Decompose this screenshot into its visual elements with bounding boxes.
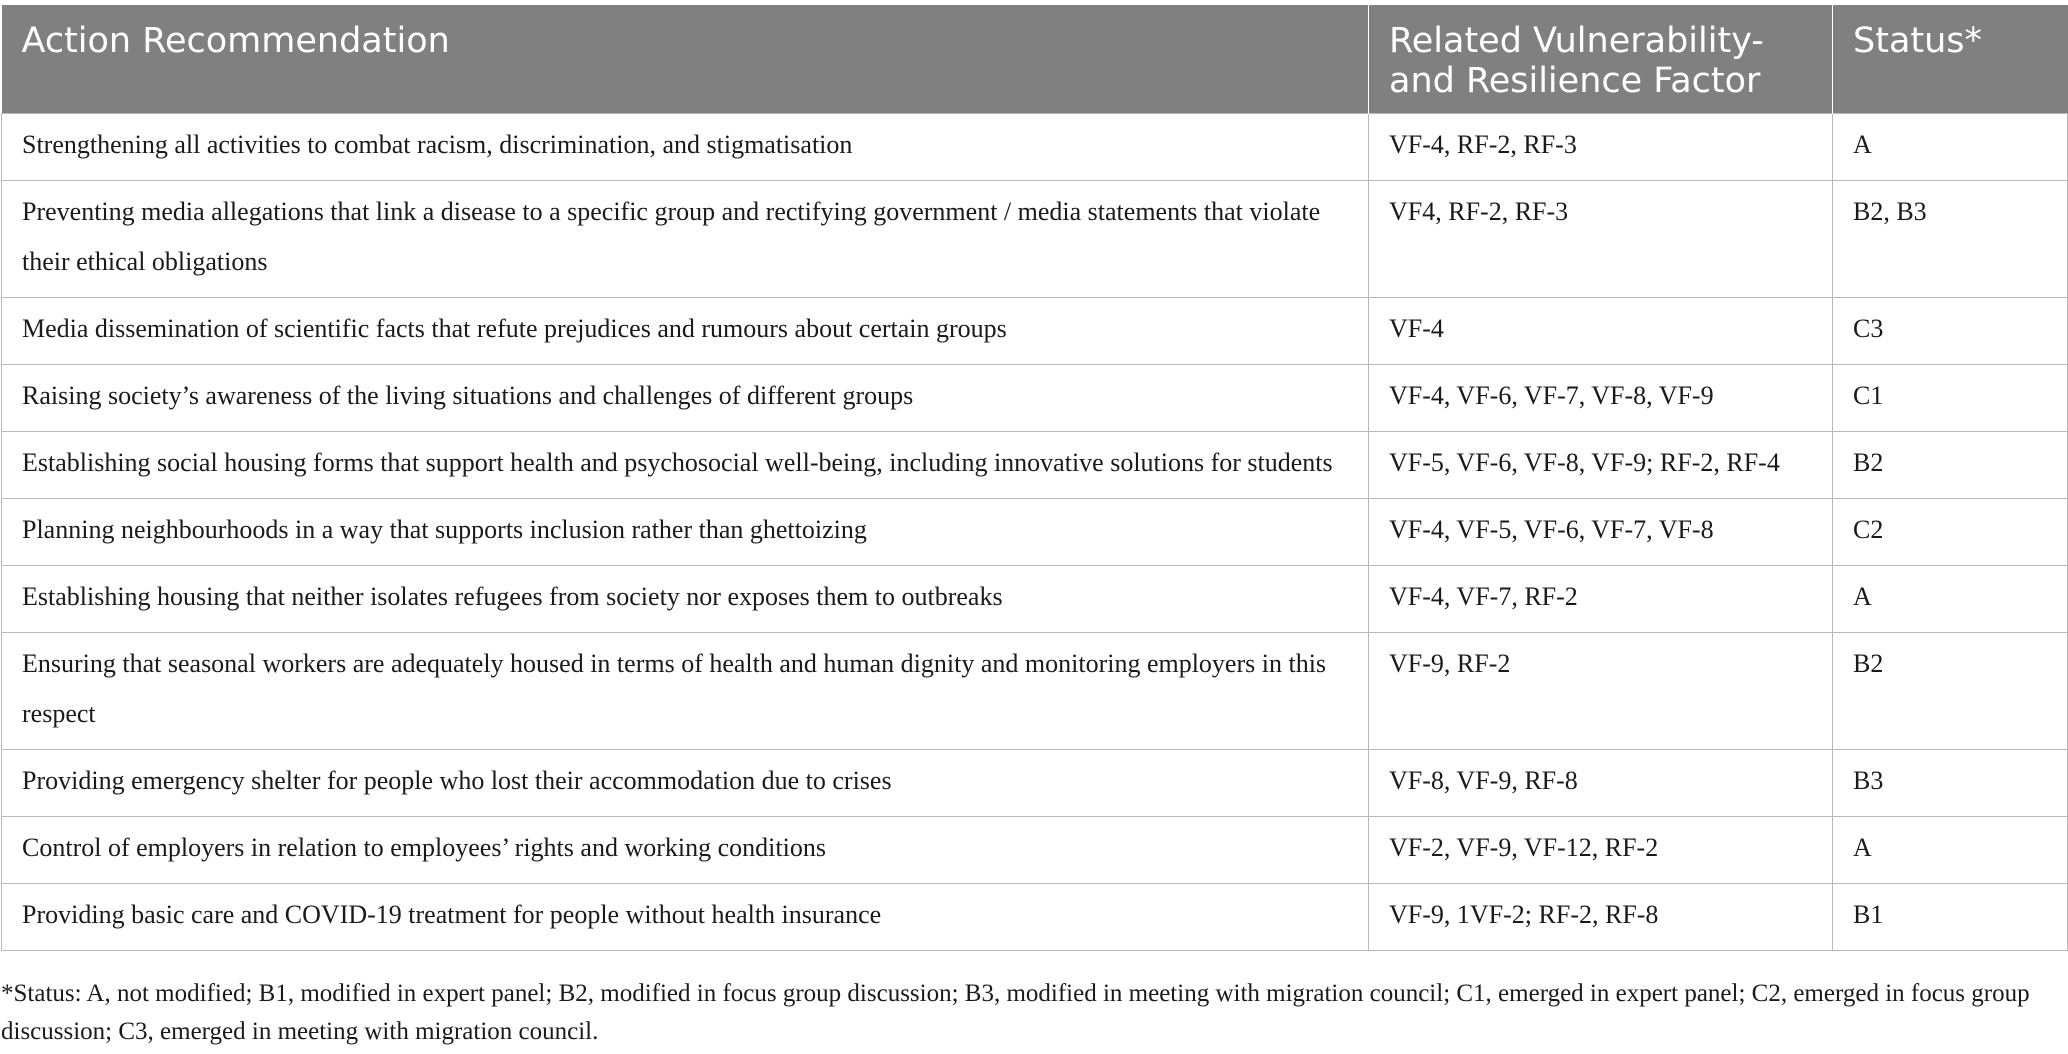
table-row xyxy=(2,432,2068,499)
cell-factor: VF-9, RF-2 xyxy=(1369,633,1833,750)
cell-action: Planning neighbourhoods in a way that supports inclusion rather than ghettoizing xyxy=(2,499,1369,566)
header-status: Status* xyxy=(1833,5,2068,114)
cell-factor: VF-4, VF-7, RF-2 xyxy=(1369,566,1833,633)
table-row xyxy=(2,365,2068,432)
table-row xyxy=(2,633,2068,750)
table-row xyxy=(2,750,2068,817)
cell-factor: VF-4 xyxy=(1369,298,1833,365)
cell-factor: VF-8, VF-9, RF-8 xyxy=(1369,750,1833,817)
header-related-factor: Related Vulnerability- and Resilience Factor xyxy=(1369,5,1833,114)
cell-status: A xyxy=(1833,114,2068,181)
cell-action: Preventing media allegations that link a disease to a specific group and rectifying government / media statements that violate their ethical obligations xyxy=(2,181,1369,298)
table-row xyxy=(2,298,2068,365)
table-row xyxy=(2,566,2068,633)
cell-action: Establishing social housing forms that support health and psychosocial well-being, including innovative solutions for students xyxy=(2,432,1369,499)
cell-factor: VF-9, 1VF-2; RF-2, RF-8 xyxy=(1369,884,1833,951)
cell-status: B3 xyxy=(1833,750,2068,817)
cell-status: A xyxy=(1833,817,2068,884)
table-footnote: *Status: A, not modified; B1, modified in expert panel; B2, modified in focus group discussion; B3, modified in meeting with migration council; C1, emerged in expert panel; C2, emerged in focus group discussion; C3, emerged in meeting with migration council. xyxy=(1,980,2030,1045)
cell-factor: VF-2, VF-9, VF-12, RF-2 xyxy=(1369,817,1833,884)
cell-status: B2 xyxy=(1833,432,2068,499)
cell-factor: VF-4, RF-2, RF-3 xyxy=(1369,114,1833,181)
cell-action: Providing basic care and COVID-19 treatment for people without health insurance xyxy=(2,884,1369,951)
table-row xyxy=(2,181,2068,298)
cell-action: Media dissemination of scientific facts that refute prejudices and rumours about certain groups xyxy=(2,298,1369,365)
recommendations-table xyxy=(1,5,2068,951)
cell-action: Control of employers in relation to employees’ rights and working conditions xyxy=(2,817,1369,884)
cell-factor: VF-5, VF-6, VF-8, VF-9; RF-2, RF-4 xyxy=(1369,432,1833,499)
cell-action: Establishing housing that neither isolates refugees from society nor exposes them to outbreaks xyxy=(2,566,1369,633)
table-header-row xyxy=(2,5,2068,114)
table-row xyxy=(2,884,2068,951)
header-action-recommendation: Action Recommendation xyxy=(2,5,1369,114)
recommendations-table-wrapper xyxy=(1,5,2067,951)
cell-action: Strengthening all activities to combat racism, discrimination, and stigmatisation xyxy=(2,114,1369,181)
cell-factor: VF-4, VF-6, VF-7, VF-8, VF-9 xyxy=(1369,365,1833,432)
cell-factor: VF4, RF-2, RF-3 xyxy=(1369,181,1833,298)
cell-factor: VF-4, VF-5, VF-6, VF-7, VF-8 xyxy=(1369,499,1833,566)
cell-status: A xyxy=(1833,566,2068,633)
cell-action: Raising society’s awareness of the living situations and challenges of different groups xyxy=(2,365,1369,432)
cell-action: Providing emergency shelter for people who lost their accommodation due to crises xyxy=(2,750,1369,817)
table-row xyxy=(2,499,2068,566)
cell-status: B1 xyxy=(1833,884,2068,951)
table-row xyxy=(2,114,2068,181)
cell-status: B2 xyxy=(1833,633,2068,750)
cell-status: B2, B3 xyxy=(1833,181,2068,298)
cell-status: C3 xyxy=(1833,298,2068,365)
cell-action: Ensuring that seasonal workers are adequately housed in terms of health and human dignity and monitoring employers in this respect xyxy=(2,633,1369,750)
cell-status: C2 xyxy=(1833,499,2068,566)
table-row xyxy=(2,817,2068,884)
cell-status: C1 xyxy=(1833,365,2068,432)
